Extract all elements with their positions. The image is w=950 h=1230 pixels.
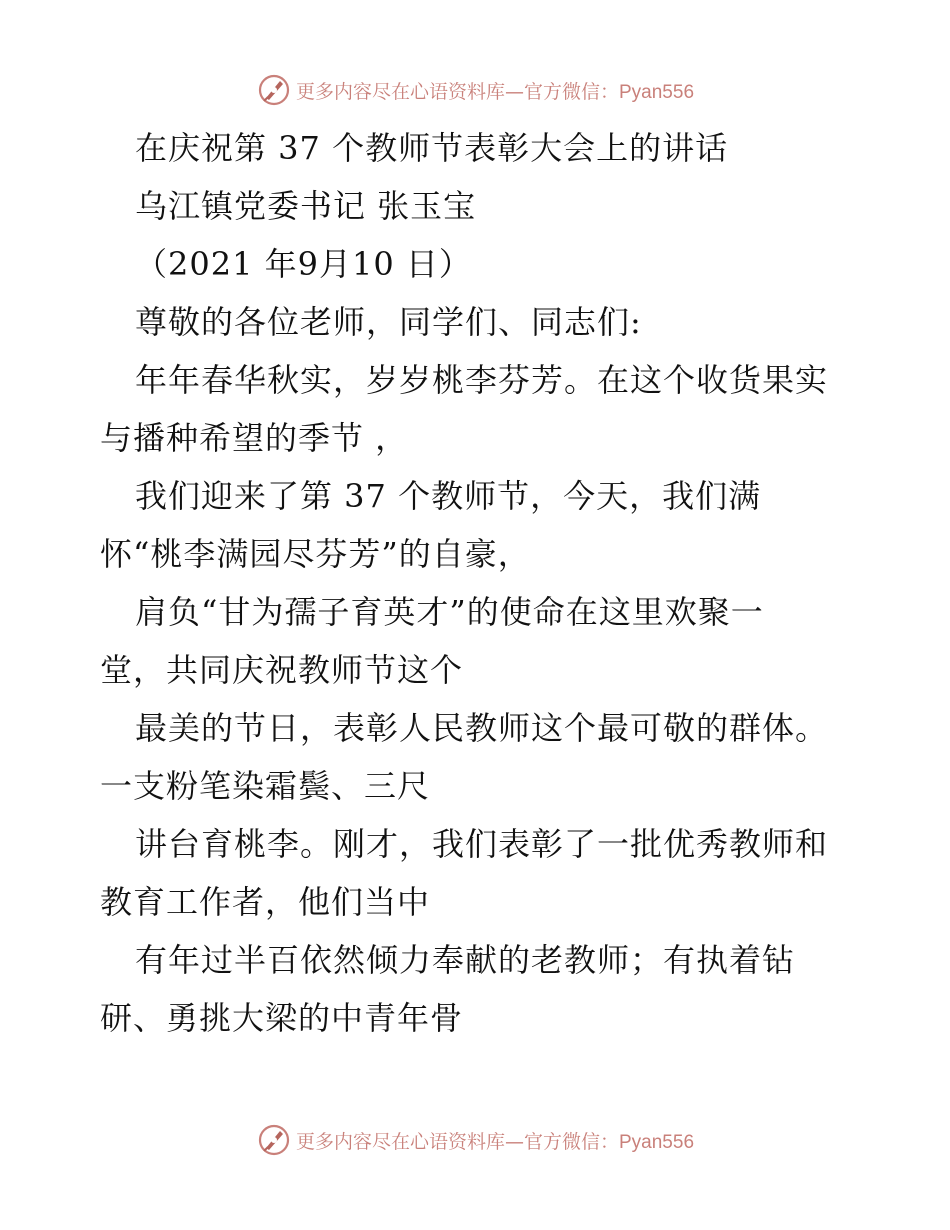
document-title: 在庆祝第 37 个教师节表彰大会上的讲话 xyxy=(135,129,729,167)
paragraph-line: 肩负“甘为孺子育英才”的使命在这里欢聚一 xyxy=(135,593,764,631)
paragraph-line: 讲台育桃李。刚才，我们表彰了一批优秀教师和 xyxy=(135,825,829,863)
footer-watermark xyxy=(0,1120,950,1160)
watermark-text: 更多内容尽在心语资料库—官方微信：Pyan556 xyxy=(295,80,695,103)
paragraph-line: 年年春华秋实，岁岁桃李芬芳。在这个收货果实 xyxy=(135,361,829,399)
header-watermark xyxy=(0,70,950,110)
quill-pen-logo-icon xyxy=(256,1122,292,1158)
document-salutation: 尊敬的各位老师，同学们、同志们: xyxy=(135,303,642,341)
document-date: （2021 年9月10 日） xyxy=(135,245,472,283)
paragraph-line: 有年过半百依然倾力奉献的老教师；有执着钻 xyxy=(135,941,796,979)
paragraph-line: 一支粉笔染霜鬓、三尺 xyxy=(100,767,431,805)
paragraph-line: 怀“桃李满园尽芬芳”的自豪， xyxy=(100,535,531,573)
paragraph-line: 堂，共同庆祝教师节这个 xyxy=(100,651,464,689)
paragraph-line: 与播种希望的季节 ， xyxy=(100,419,409,457)
watermark-text: 更多内容尽在心语资料库—官方微信：Pyan556 xyxy=(295,1130,695,1153)
paragraph-line: 研、勇挑大梁的中青年骨 xyxy=(100,999,464,1037)
document-author: 乌江镇党委书记 张玉宝 xyxy=(135,187,477,225)
paragraph-line: 最美的节日，表彰人民教师这个最可敬的群体。 xyxy=(135,709,829,747)
paragraph-line: 我们迎来了第 37 个教师节，今天，我们满 xyxy=(135,477,762,515)
quill-pen-logo-icon xyxy=(256,72,292,108)
paragraph-line: 教育工作者，他们当中 xyxy=(100,883,431,921)
